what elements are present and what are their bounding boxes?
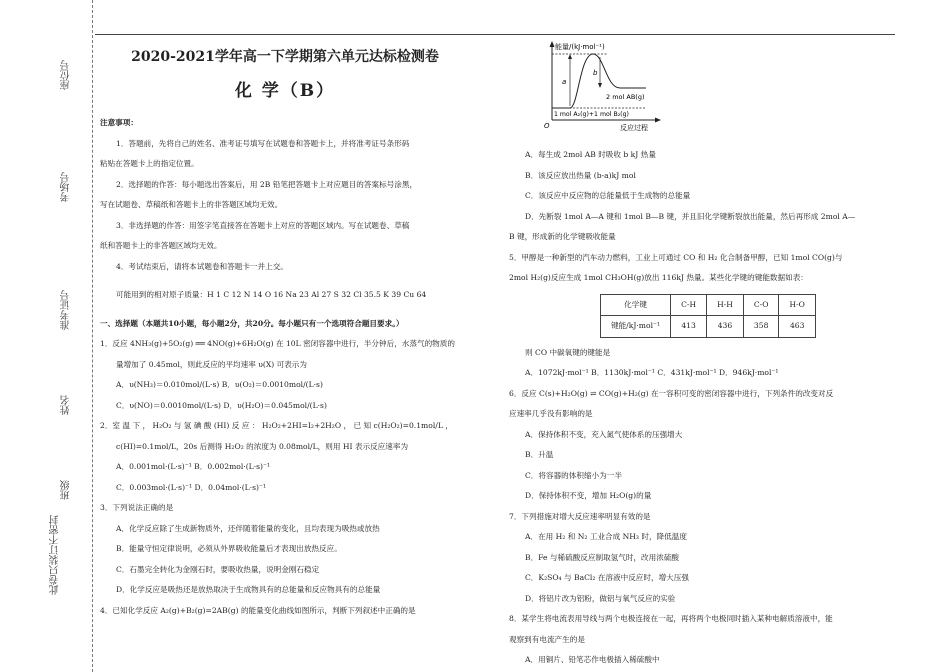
q6-option-b: B．升温 bbox=[525, 450, 554, 459]
table-cell: C-H bbox=[671, 294, 707, 316]
note-line: 纸和答题卡上的非答题区域均无效。 bbox=[100, 241, 222, 250]
note-line: 写在试题卷、草稿纸和答题卡上的非答题区域均无效。 bbox=[100, 200, 283, 209]
table-cell: 358 bbox=[743, 316, 779, 338]
table-cell: 436 bbox=[707, 316, 744, 338]
q6-stem-cont: 应速率几乎没有影响的是 bbox=[509, 409, 593, 418]
admission-number-label: 准考证号 bbox=[61, 290, 72, 330]
table-cell: 413 bbox=[671, 316, 707, 338]
q3-option-b: B．能量守恒定律说明，必须从外界吸收能量后才表现出放热反应。 bbox=[116, 544, 342, 553]
bond-energy-table bbox=[600, 294, 816, 338]
q7-option-d: D．将铝片改为铝粉，做铝与氧气反应的实验 bbox=[525, 593, 676, 603]
q6-stem: 6．反应 C(s)+H₂O(g) ⇌ CO(g)+H₂(g) 在一容积可变的密闭容器中进行，下列条件的改变对反 bbox=[509, 388, 834, 398]
q5-stem: 5．甲醇是一种新型的汽车动力燃料，工业上可通过 CO 和 H₂ 化合制备甲醇，已知 1mol CO(g)与 bbox=[509, 252, 843, 262]
q1-options-cd: C．υ(NO)＝0.0010mol/(L·s) D．υ(H₂O)＝0.045mol/(L·s) bbox=[116, 400, 327, 410]
q1-options-ab: A．υ(NH₃)＝0.010mol/(L·s) B．υ(O₂)＝0.0010mol/(L·s) bbox=[116, 380, 323, 389]
arrow-b-head bbox=[598, 83, 602, 88]
q8-option-a: A．用铜片、铅笔芯作电极插入稀硫酸中 bbox=[525, 655, 660, 664]
section-heading: 一、选择题（本题共10小题，每小题2分，共20分。每小题只有一个选项符合题目要求。） bbox=[100, 318, 404, 328]
q7-stem: 7．下列措施对增大反应速率明显有效的是 bbox=[509, 511, 651, 521]
origin-label: O bbox=[544, 122, 550, 130]
right-column bbox=[509, 145, 905, 671]
left-column bbox=[100, 113, 480, 621]
table-cell: H-O bbox=[779, 294, 815, 316]
arrow-a-head bbox=[568, 54, 572, 59]
q7-option-a: A．在用 H₂ 和 N₂ 工业合成 NH₃ 时，降低温度 bbox=[525, 532, 687, 541]
q3-option-d: D．化学反应是吸热还是放热取决于生成物具有的总能量和反应物具有的总能量 bbox=[116, 585, 381, 594]
exam-subtitle: 化 学（B） bbox=[234, 81, 336, 101]
q3-stem: 3．下列说法正确的是 bbox=[100, 503, 174, 512]
energy-diagram bbox=[538, 38, 663, 138]
notes-heading: 注意事项： bbox=[100, 118, 138, 127]
q3-option-c: C．石墨完全转化为金刚石时，要吸收热量，说明金刚石稳定 bbox=[116, 564, 320, 574]
q4-option-a: A．每生成 2mol AB 时吸收 b kJ 热量 bbox=[525, 150, 656, 159]
exam-room-label: 考场号 bbox=[61, 172, 72, 202]
atomic-masses: 可能用到的相对原子质量：H 1 C 12 N 14 O 16 Na 23 Al 27 S 32 Cl 35.5 K 39 Cu 64 bbox=[116, 290, 427, 299]
table-cell: 化学键 bbox=[601, 294, 671, 316]
binding-footer: 此卷只装订不密封 bbox=[50, 515, 61, 595]
q1-stem-cont: 量增加了 0.45mol，则此反应的平均速率 υ(X) 可表示为 bbox=[116, 359, 307, 369]
q6-option-c: C．将容器的体积缩小为一半 bbox=[525, 470, 622, 480]
class-label: 班级 bbox=[61, 480, 72, 500]
label-a: a bbox=[562, 78, 567, 86]
table-cell: 463 bbox=[779, 316, 815, 338]
table-row bbox=[601, 316, 816, 338]
product-label: 2 mol AB(g) bbox=[606, 93, 645, 101]
name-label: 姓名 bbox=[61, 395, 72, 415]
note-line: 4．考试结束后，请将本试题卷和答题卡一并上交。 bbox=[116, 261, 288, 271]
label-b: b bbox=[593, 69, 598, 77]
q8-stem: 8．某学生将电流表用导线与两个电极连接在一起，再将两个电极同时插入某种电解质溶液中，能 bbox=[509, 614, 833, 623]
q8-stem-cont: 观察到有电流产生的是 bbox=[509, 634, 585, 644]
note-line: 3．非选择题的作答：用签字笔直接答在答题卡上对应的答题区域内。写在试题卷、草稿 bbox=[116, 220, 410, 230]
x-axis-label: 反应过程 bbox=[620, 124, 648, 132]
q2-stem: 2．室 温 下 ， H₂O₂ 与 氢 碘 酸 (HI) 反 应 ： H₂O₂+2HI=I₂+2H₂O ， 已 知 c(H₂O₂)=0.1mol/L ， bbox=[100, 421, 453, 430]
q5-options: A．1072kJ·mol⁻¹ B．1130kJ·mol⁻¹ C．431kJ·mol⁻¹ D．946kJ·mol⁻¹ bbox=[525, 368, 779, 377]
table-cell: C-O bbox=[743, 294, 779, 316]
q4-option-c: C．该反应中反应物的总能量低于生成物的总能量 bbox=[525, 191, 691, 200]
binding-line bbox=[92, 0, 93, 672]
q4-option-d-cont: B 键，形成新的化学键吸收能量 bbox=[509, 232, 616, 241]
top-rule bbox=[95, 34, 895, 35]
q4-option-b: B．该反应放出热量 (b-a)kJ mol bbox=[525, 170, 636, 180]
q4-option-d: D．先断裂 1mol A—A 键和 1mol B—B 键，并且旧化学键断裂放出能量，然后再形成 2mol A— bbox=[525, 211, 856, 221]
reactant-label: 1 mol A₂(g)+1 mol B₂(g) bbox=[554, 111, 629, 118]
q2-stem-cont: c(HI)=0.1mol/L，20s 后测得 H₂O₂ 的浓度为 0.08mol/L，则用 HI 表示反应速率为 bbox=[116, 441, 409, 451]
y-axis-label: 能量/(kJ·mol⁻¹) bbox=[555, 43, 605, 51]
q2-options-cd: C．0.003mol·(L·s)⁻¹ D．0.04mol·(L·s)⁻¹ bbox=[116, 482, 267, 492]
table-header-row bbox=[601, 294, 816, 316]
seat-number-label: 座位号 bbox=[61, 60, 72, 90]
table-cell: 键能/kJ·mol⁻¹ bbox=[601, 316, 671, 338]
table-cell: H-H bbox=[707, 294, 744, 316]
q4-stem: 4．已知化学反应 A₂(g)+B₂(g)=2AB(g) 的能量变化曲线如图所示，判断下列叙述中正确的是 bbox=[100, 605, 416, 615]
q5-stem-cont: 2mol H₂(g)反应生成 1mol CH₃OH(g)放出 116kJ 热量。某些化学键的键能数据如表： bbox=[509, 273, 808, 282]
q7-option-c: C．K₂SO₄ 与 BaCl₂ 在溶液中反应时，增大压强 bbox=[525, 573, 689, 582]
exam-title: 2020-2021学年高一下学期第六单元达标检测卷 bbox=[131, 49, 439, 65]
q6-option-d: D．保持体积不变，增加 H₂O(g)的量 bbox=[525, 491, 652, 500]
x-axis-arrow bbox=[655, 118, 661, 123]
note-line: 2．选择题的作答：每小题选出答案后，用 2B 铅笔把答题卡上对应题目的答案标号涂黑， bbox=[116, 179, 418, 189]
q2-options-ab: A．0.001mol·(L·s)⁻¹ B．0.002mol·(L·s)⁻¹ bbox=[116, 462, 271, 471]
note-line: 粘贴在答题卡上的指定位置。 bbox=[100, 159, 199, 168]
q3-option-a: A．化学反应除了生成新物质外，还伴随着能量的变化，且均表现为吸热或放热 bbox=[116, 523, 380, 533]
q1-stem: 1．反应 4NH₃(g)+5O₂(g) ══ 4NO(g)+6H₂O(g) 在 10L 密闭容器中进行，半分钟后，水蒸气的物质的 bbox=[100, 339, 455, 348]
q5-after: 则 CO 中碳氧键的键能是 bbox=[525, 347, 611, 357]
q6-option-a: A．保持体积不变，充入氮气使体系的压强增大 bbox=[525, 429, 683, 439]
y-axis-arrow bbox=[550, 41, 555, 47]
q7-option-b: B．Fe 与稀硫酸反应制取氢气时，改用浓硫酸 bbox=[525, 552, 680, 562]
note-line: 1．答题前，先将自己的姓名、准考证号填写在试题卷和答题卡上，并将准考证号条形码 bbox=[116, 138, 410, 148]
